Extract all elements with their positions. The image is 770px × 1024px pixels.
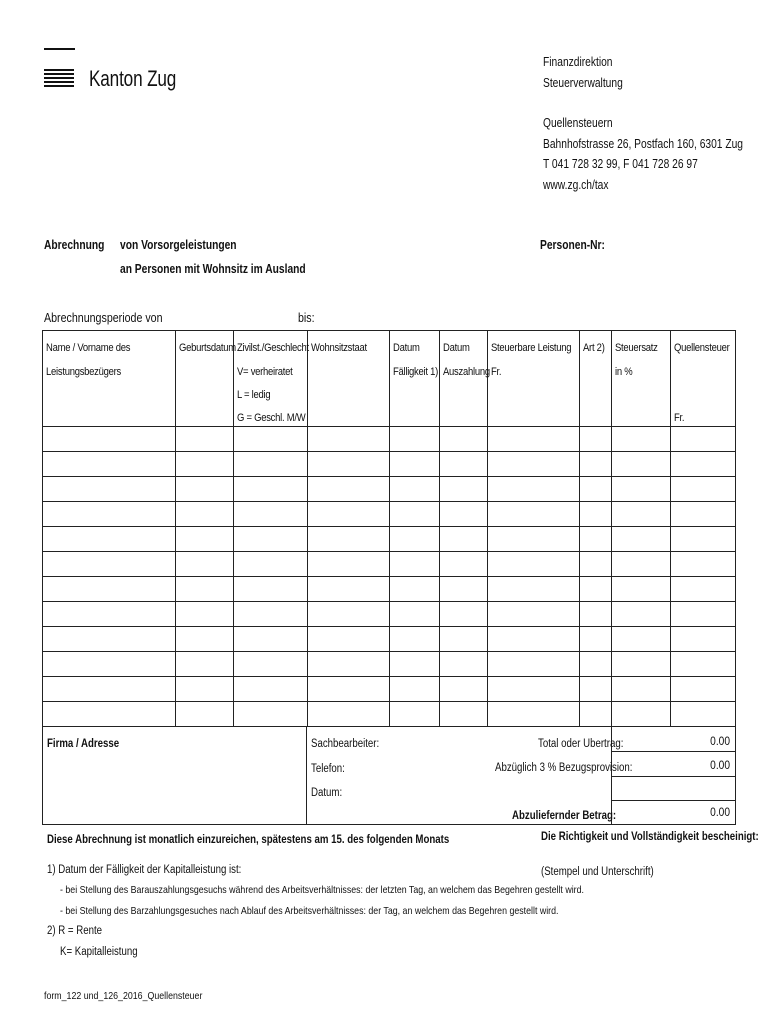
abzug-box-bottom <box>611 776 736 777</box>
table-cell[interactable] <box>440 627 488 652</box>
table-cell[interactable] <box>234 502 308 527</box>
total-box-bottom <box>611 751 736 752</box>
note-1b: - bei Stellung des Barzahlungsgesuches nach Ablauf des Arbeitsverhältnisses: der Tag, an welchem das Begehren gestellt wird. <box>60 905 559 917</box>
table-cell[interactable] <box>612 552 671 577</box>
table-cell[interactable] <box>43 427 176 452</box>
table-row <box>43 652 736 677</box>
table-cell[interactable] <box>671 702 736 727</box>
table-cell[interactable] <box>390 452 440 477</box>
table-cell[interactable] <box>390 652 440 677</box>
note-2b: K= Kapitalleistung <box>60 946 138 958</box>
total-label: Total oder Übertrag: <box>538 738 624 750</box>
dept-line: Quellensteuern <box>543 116 613 130</box>
table-cell[interactable] <box>234 677 308 702</box>
office-line: Finanzdirektion <box>543 55 613 69</box>
col-header-name: Name / Vorname des Leistungsbezügers <box>43 331 176 427</box>
table-cell[interactable] <box>390 502 440 527</box>
table-cell[interactable] <box>43 627 176 652</box>
table-cell[interactable] <box>176 702 234 727</box>
table-cell[interactable] <box>390 677 440 702</box>
table-cell[interactable] <box>390 527 440 552</box>
table-cell[interactable] <box>176 552 234 577</box>
table-cell[interactable] <box>580 627 612 652</box>
table-cell[interactable] <box>390 477 440 502</box>
table-cell[interactable] <box>612 602 671 627</box>
table-cell[interactable] <box>390 602 440 627</box>
table-cell[interactable] <box>671 477 736 502</box>
table-cell[interactable] <box>43 652 176 677</box>
table-header-row <box>43 331 736 427</box>
table-cell[interactable] <box>612 527 671 552</box>
table-cell[interactable] <box>234 652 308 677</box>
table-cell[interactable] <box>308 552 390 577</box>
table-row <box>43 627 736 652</box>
footer-box-left <box>42 727 43 825</box>
table-cell[interactable] <box>671 577 736 602</box>
table-cell[interactable] <box>308 652 390 677</box>
table-cell[interactable] <box>488 652 580 677</box>
table-cell[interactable] <box>580 677 612 702</box>
website-link[interactable]: www.zg.ch/tax <box>543 177 609 192</box>
table-cell[interactable] <box>580 577 612 602</box>
total-value[interactable]: 0.00 <box>710 734 730 748</box>
col-header-art: Art 2) <box>580 331 612 427</box>
table-cell[interactable] <box>43 552 176 577</box>
table-cell[interactable] <box>176 652 234 677</box>
table-cell[interactable] <box>671 527 736 552</box>
table-cell[interactable] <box>488 527 580 552</box>
table-cell[interactable] <box>671 452 736 477</box>
table-row <box>43 427 736 452</box>
table-cell[interactable] <box>234 477 308 502</box>
table-row <box>43 452 736 477</box>
table-cell[interactable] <box>671 502 736 527</box>
table-cell[interactable] <box>308 502 390 527</box>
office-block <box>543 52 743 195</box>
betrag-label: Abzuliefernder Betrag: <box>512 810 617 822</box>
table-cell[interactable] <box>308 677 390 702</box>
monthly-note: Diese Abrechnung ist monatlich einzureichen, spätestens am 15. des folgenden Monats <box>47 834 450 846</box>
table-cell[interactable] <box>488 677 580 702</box>
table-cell[interactable] <box>43 477 176 502</box>
col-header-faelligkeit: Datum Fälligkeit 1) <box>390 331 440 427</box>
table-cell[interactable] <box>580 477 612 502</box>
table-cell[interactable] <box>43 702 176 727</box>
heading-label: Abrechnung <box>44 238 105 252</box>
betrag-value[interactable]: 0.00 <box>710 805 730 819</box>
table-cell[interactable] <box>308 427 390 452</box>
table-cell[interactable] <box>671 627 736 652</box>
table-cell[interactable] <box>580 552 612 577</box>
abzug-value[interactable]: 0.00 <box>710 758 730 772</box>
footer-box-bottom <box>42 824 736 825</box>
col-header-geburtsdatum: Geburtsdatum <box>176 331 234 427</box>
table-cell[interactable] <box>308 452 390 477</box>
col-header-zivilstand: Zivilst./Geschlecht V= verheiratet L = ledig G = Geschl. M/W <box>234 331 308 427</box>
table-cell[interactable] <box>440 452 488 477</box>
table-cell[interactable] <box>612 652 671 677</box>
table-cell[interactable] <box>612 502 671 527</box>
table-cell[interactable] <box>234 627 308 652</box>
table-cell[interactable] <box>488 427 580 452</box>
telefon-label: Telefon: <box>311 763 345 775</box>
table-cell[interactable] <box>43 677 176 702</box>
table-cell[interactable] <box>234 427 308 452</box>
table-cell[interactable] <box>612 427 671 452</box>
table-cell[interactable] <box>671 602 736 627</box>
table-cell[interactable] <box>440 527 488 552</box>
table-cell[interactable] <box>390 702 440 727</box>
table-cell[interactable] <box>488 552 580 577</box>
logo-top-line <box>44 48 75 50</box>
logo-title: Kanton Zug <box>89 66 177 91</box>
abzug-label: Abzüglich 3 % Bezugsprovision: <box>495 762 633 774</box>
table-cell[interactable] <box>671 677 736 702</box>
table-cell[interactable] <box>440 677 488 702</box>
table-cell[interactable] <box>671 427 736 452</box>
heading-line1: von Vorsorgeleistungen <box>120 238 237 252</box>
table-cell[interactable] <box>308 627 390 652</box>
table-cell[interactable] <box>580 527 612 552</box>
table-cell[interactable] <box>580 702 612 727</box>
table-cell[interactable] <box>612 702 671 727</box>
table-cell[interactable] <box>671 552 736 577</box>
firma-label: Firma / Adresse <box>47 738 120 750</box>
table-cell[interactable] <box>176 602 234 627</box>
sachbearbeiter-label: Sachbearbeiter: <box>311 738 380 750</box>
col-header-auszahlung: Datum Auszahlung <box>440 331 488 427</box>
table-cell[interactable] <box>43 502 176 527</box>
table-row <box>43 502 736 527</box>
period-to-label: bis: <box>298 310 315 325</box>
table-cell[interactable] <box>234 702 308 727</box>
table-cell[interactable] <box>440 577 488 602</box>
stamp-note: (Stempel und Unterschrift) <box>541 866 654 878</box>
table-cell[interactable] <box>488 702 580 727</box>
note-1a: - bei Stellung des Barauszahlungsgesuchs während des Arbeitsverhältnisses: der letzten Tag, an welchem das Begehren gestellt wird. <box>60 884 584 896</box>
betrag-box-top <box>611 800 736 801</box>
table-cell[interactable] <box>488 477 580 502</box>
table-cell[interactable] <box>612 452 671 477</box>
table-cell[interactable] <box>390 577 440 602</box>
table-cell[interactable] <box>488 602 580 627</box>
table-cell[interactable] <box>176 527 234 552</box>
table-cell[interactable] <box>176 502 234 527</box>
col-header-quellensteuer: Quellensteuer Fr. <box>671 331 736 427</box>
table-cell[interactable] <box>234 602 308 627</box>
table-cell[interactable] <box>176 427 234 452</box>
table-cell[interactable] <box>612 577 671 602</box>
personen-nr-label: Personen-Nr: <box>540 238 605 252</box>
table-cell[interactable] <box>390 552 440 577</box>
table-cell[interactable] <box>488 452 580 477</box>
form-id: form_122 und_126_2016_Quellensteuer <box>44 990 203 1002</box>
table-cell[interactable] <box>308 602 390 627</box>
certified-note: Die Richtigkeit und Vollständigkeit bescheinigt: <box>541 831 759 843</box>
payments-table <box>42 330 736 727</box>
table-cell[interactable] <box>488 502 580 527</box>
note-2-title: 2) R = Rente <box>47 925 103 937</box>
table-cell[interactable] <box>440 602 488 627</box>
table-row <box>43 577 736 602</box>
period-from-label: Abrechnungsperiode von <box>44 310 163 325</box>
table-cell[interactable] <box>440 702 488 727</box>
table-row <box>43 527 736 552</box>
table-cell[interactable] <box>308 477 390 502</box>
office-line: Steuerverwaltung <box>543 75 623 90</box>
table-cell[interactable] <box>671 652 736 677</box>
table-cell[interactable] <box>234 527 308 552</box>
table-cell[interactable] <box>43 602 176 627</box>
table-row <box>43 702 736 727</box>
table-cell[interactable] <box>440 427 488 452</box>
table-cell[interactable] <box>580 427 612 452</box>
table-cell[interactable] <box>580 602 612 627</box>
table-row <box>43 677 736 702</box>
table-row <box>43 602 736 627</box>
dept-line: Bahnhofstrasse 26, Postfach 160, 6301 Zug <box>543 136 744 151</box>
table-cell[interactable] <box>43 577 176 602</box>
note-1-title: 1) Datum der Fälligkeit der Kapitalleistung ist: <box>47 864 242 876</box>
footer-divider-firma <box>306 727 307 825</box>
col-header-steuersatz: Steuersatz in % <box>612 331 671 427</box>
table-cell[interactable] <box>176 452 234 477</box>
table-cell[interactable] <box>308 577 390 602</box>
table-cell[interactable] <box>176 577 234 602</box>
table-cell[interactable] <box>488 577 580 602</box>
table-cell[interactable] <box>440 477 488 502</box>
table-cell[interactable] <box>390 427 440 452</box>
table-cell[interactable] <box>580 502 612 527</box>
table-cell[interactable] <box>488 627 580 652</box>
table-cell[interactable] <box>612 677 671 702</box>
table-cell[interactable] <box>234 577 308 602</box>
table-cell[interactable] <box>390 627 440 652</box>
table-cell[interactable] <box>612 627 671 652</box>
table-cell[interactable] <box>580 452 612 477</box>
table-cell[interactable] <box>308 702 390 727</box>
heading-line2: an Personen mit Wohnsitz im Ausland <box>120 262 306 276</box>
table-cell[interactable] <box>176 627 234 652</box>
table-row <box>43 552 736 577</box>
datum-label: Datum: <box>311 787 343 799</box>
table-cell[interactable] <box>440 552 488 577</box>
table-cell[interactable] <box>612 477 671 502</box>
table-cell[interactable] <box>440 652 488 677</box>
table-cell[interactable] <box>176 477 234 502</box>
table-cell[interactable] <box>440 502 488 527</box>
dept-line: T 041 728 32 99, F 041 728 26 97 <box>543 157 698 171</box>
table-row <box>43 477 736 502</box>
table-cell[interactable] <box>234 552 308 577</box>
col-header-wohnsitzstaat: Wohnsitzstaat <box>308 331 390 427</box>
table-cell[interactable] <box>580 652 612 677</box>
table-cell[interactable] <box>308 527 390 552</box>
table-cell[interactable] <box>43 452 176 477</box>
table-cell[interactable] <box>43 527 176 552</box>
table-cell[interactable] <box>176 677 234 702</box>
col-header-leistung: Steuerbare Leistung Fr. <box>488 331 580 427</box>
table-cell[interactable] <box>234 452 308 477</box>
